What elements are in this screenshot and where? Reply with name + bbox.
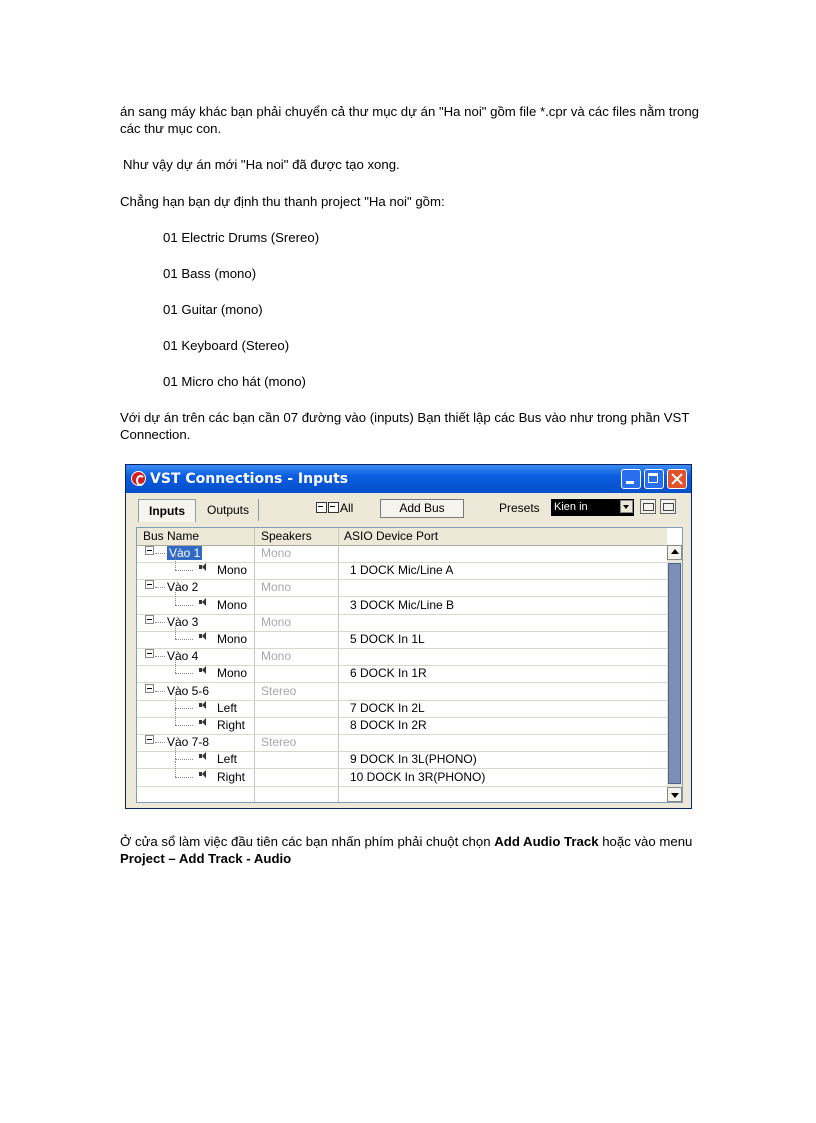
presets-value: Kien in <box>554 501 588 513</box>
bus-row[interactable] <box>137 579 667 597</box>
channel-name: Mono <box>217 597 248 612</box>
channel-row[interactable] <box>137 769 667 787</box>
bus-row[interactable] <box>137 614 667 632</box>
scroll-down-button[interactable] <box>667 787 682 802</box>
paragraph-intro: án sang máy khác bạn phải chuyển cả thư mục dự án "Ha noi" gồm file *.cpr và các files nằm trong các thư mục con. <box>120 104 699 136</box>
tab-outputs[interactable]: Outputs <box>198 499 259 521</box>
asio-port-value[interactable]: 6 DOCK In 1R <box>350 666 427 681</box>
channel-row[interactable] <box>137 597 667 615</box>
bus-row[interactable] <box>137 683 667 701</box>
remove-preset-button[interactable] <box>660 499 676 514</box>
tree-connector <box>155 553 165 554</box>
asio-port-value[interactable]: 5 DOCK In 1L <box>350 632 425 646</box>
tree-connector <box>175 761 176 777</box>
collapse-icon[interactable] <box>145 615 154 624</box>
asio-port-value[interactable]: 8 DOCK In 2R <box>350 718 427 732</box>
speaker-icon <box>199 563 209 571</box>
tree-connector <box>175 605 193 606</box>
tree-connector <box>155 622 165 623</box>
list-item: 01 Bass (mono) <box>163 266 257 281</box>
speaker-icon <box>199 701 209 709</box>
add-bus-button[interactable]: Add Bus <box>380 499 464 518</box>
tree-connector <box>155 691 165 692</box>
speakers-value[interactable]: Stereo <box>261 683 297 698</box>
cubase-logo-icon <box>131 471 146 486</box>
list-item: 01 Electric Drums (Srereo) <box>163 230 320 245</box>
column-header-speakers[interactable]: Speakers <box>261 529 312 543</box>
speaker-icon <box>199 718 209 726</box>
tree-connector <box>175 777 193 778</box>
collapse-icon[interactable] <box>145 546 154 555</box>
speaker-icon <box>199 752 209 760</box>
expand-icon <box>316 502 327 513</box>
channel-row[interactable] <box>137 751 667 769</box>
asio-port-value[interactable]: 9 DOCK In 3L(PHONO) <box>350 752 477 767</box>
bus-row[interactable] <box>137 734 667 752</box>
tree-connector <box>175 657 176 673</box>
channel-name: Left <box>217 752 238 767</box>
collapse-icon <box>328 502 339 513</box>
add-audio-track-bold: Add Audio Track <box>494 834 599 849</box>
tree-connector <box>155 587 165 588</box>
channel-row[interactable] <box>137 717 667 735</box>
bus-name[interactable]: Vào 2 <box>167 580 199 595</box>
column-header-asio-port[interactable]: ASIO Device Port <box>344 529 439 543</box>
list-item: 01 Guitar (mono) <box>163 302 263 317</box>
channel-name: Right <box>217 718 246 732</box>
list-item: 01 Micro cho hát (mono) <box>163 374 306 389</box>
paragraph-add-track-text: Ở cửa sổ làm việc đầu tiên các bạn nhấn phím phải chuột chọn <box>120 834 495 849</box>
presets-label: Presets <box>499 501 540 515</box>
collapse-icon[interactable] <box>145 684 154 693</box>
asio-port-value[interactable]: 3 DOCK Mic/Line B <box>350 597 455 612</box>
paragraph-project-created: Như vậy dự án mới "Ha noi" đã được tạo xong. <box>123 157 400 172</box>
table-header <box>137 528 667 546</box>
asio-port-value[interactable]: 7 DOCK In 2L <box>350 700 425 715</box>
speakers-value[interactable]: Mono <box>261 614 292 629</box>
channel-name: Left <box>217 700 238 715</box>
paragraph-recording-plan: Chẳng hạn bạn dự định thu thanh project "Ha noi" gồm: <box>120 194 445 209</box>
tree-connector <box>175 589 176 605</box>
tree-connector <box>175 743 176 759</box>
speaker-icon <box>199 666 209 674</box>
all-label: All <box>340 501 354 515</box>
channel-name: Mono <box>217 632 248 646</box>
tree-connector <box>175 623 176 639</box>
channel-row[interactable] <box>137 562 667 580</box>
tree-connector <box>175 673 193 674</box>
channel-name: Right <box>217 769 246 784</box>
presets-select[interactable] <box>551 499 634 516</box>
bus-name[interactable]: Vào 5-6 <box>167 683 210 698</box>
speakers-value[interactable]: Stereo <box>261 735 297 750</box>
channel-name: Mono <box>217 563 248 578</box>
tree-connector <box>175 708 193 709</box>
tree-connector <box>175 709 176 725</box>
bus-row[interactable] <box>137 648 667 666</box>
bus-name[interactable]: Vào 7-8 <box>167 735 210 750</box>
scroll-thumb[interactable] <box>668 563 681 784</box>
tree-connector <box>175 570 193 571</box>
tree-connector <box>175 692 176 708</box>
scroll-up-button[interactable] <box>667 545 682 560</box>
bus-name[interactable]: Vào 3 <box>167 614 199 629</box>
tree-connector <box>175 759 193 760</box>
speakers-value[interactable]: Mono <box>261 580 292 595</box>
tree-connector <box>155 656 165 657</box>
collapse-icon[interactable] <box>145 735 154 744</box>
bus-name[interactable]: Vào 4 <box>167 649 199 664</box>
channel-row[interactable] <box>137 665 667 683</box>
channel-row[interactable] <box>137 700 667 718</box>
channel-name: Mono <box>217 666 248 681</box>
paragraph-add-track <box>120 833 700 867</box>
tab-inputs[interactable]: Inputs <box>138 499 196 522</box>
speaker-icon <box>199 632 209 640</box>
bus-name[interactable]: Vào 1 <box>169 546 201 560</box>
column-header-bus-name[interactable]: Bus Name <box>143 529 200 543</box>
tree-connector <box>155 742 165 743</box>
channel-row[interactable] <box>137 631 667 649</box>
speaker-icon <box>199 598 209 606</box>
title-bar <box>126 465 691 493</box>
asio-port-value[interactable]: 1 DOCK Mic/Line A <box>350 563 454 578</box>
save-preset-button[interactable] <box>640 499 656 514</box>
expand-all-toggle[interactable] <box>316 501 353 515</box>
bus-table <box>136 527 683 803</box>
tree-connector <box>175 725 193 726</box>
speakers-value[interactable]: Mono <box>261 546 292 560</box>
speakers-value[interactable]: Mono <box>261 649 292 664</box>
chevron-down-icon <box>620 500 633 513</box>
vertical-scrollbar[interactable] <box>667 545 682 802</box>
bus-row[interactable] <box>137 545 667 563</box>
maximize-button[interactable] <box>644 469 664 489</box>
list-item: 01 Keyboard (Stereo) <box>163 338 290 353</box>
minimize-button[interactable] <box>621 469 641 489</box>
close-button[interactable] <box>667 469 687 489</box>
tree-connector <box>175 554 176 570</box>
collapse-icon[interactable] <box>145 580 154 589</box>
window-title: VST Connections - Inputs <box>150 471 349 487</box>
vst-connections-window <box>125 464 692 809</box>
paragraph-add-track-text: hoặc vào menu <box>598 834 693 849</box>
menu-path-bold: Project – Add Track - Audio <box>120 851 292 866</box>
paragraph-inputs: Với dự án trên các bạn cần 07 đường vào (inputs) Bạn thiết lập các Bus vào như trong phần VST Connection. <box>120 410 690 442</box>
tree-connector <box>175 639 193 640</box>
collapse-icon[interactable] <box>145 649 154 658</box>
speaker-icon <box>199 770 209 778</box>
asio-port-value[interactable]: 10 DOCK In 3R(PHONO) <box>350 769 486 784</box>
